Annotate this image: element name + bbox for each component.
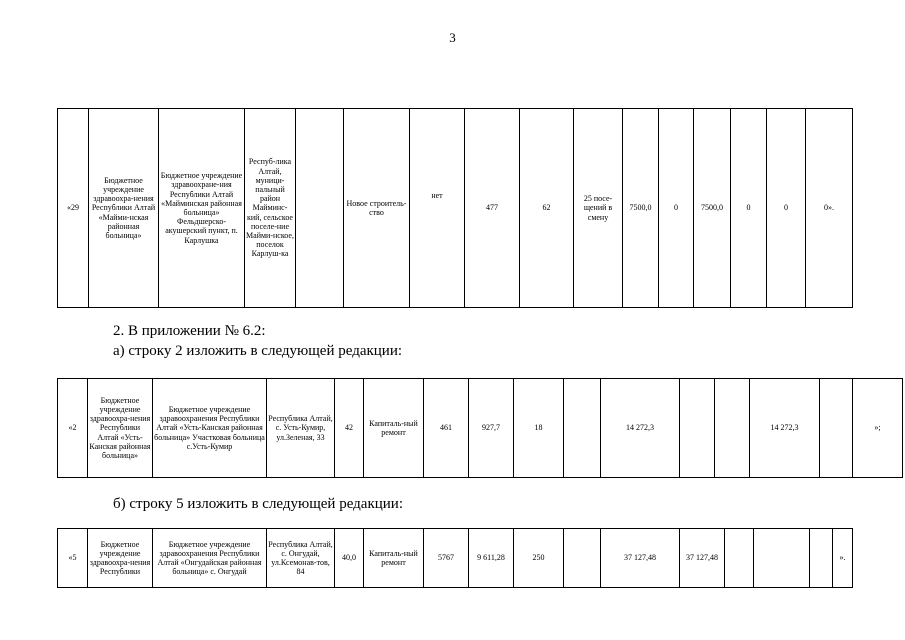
table-row (58, 529, 853, 588)
table-cell: Республика Алтай, с. Онгудай, ул.Ксемонав-тов, 84 (267, 529, 335, 588)
table-cell: Бюджетное учреждение здравоохра-нения Республики Алтай «Майми-нская районная больница» (89, 109, 159, 308)
table-cell (680, 379, 715, 478)
table-cell: 7500,0 (694, 109, 731, 308)
table-cell: ». (833, 529, 853, 588)
table-cell: Капиталь-ный ремонт (364, 379, 424, 478)
table-cell: 62 (520, 109, 574, 308)
table-cell (715, 379, 750, 478)
table-cell: нет (410, 109, 465, 308)
table-cell: «5 (58, 529, 88, 588)
table-cell: Новое строитель-ство (344, 109, 410, 308)
table-cell: 5767 (424, 529, 469, 588)
table-cell: Бюджетное учреждение здравоохранения Республики Алтай «Усть-Канская районная больница» Участковая больница с.Усть-Кумир (153, 379, 267, 478)
table-cell: Бюджетное учреждение здравоохра-нения Республики (88, 529, 153, 588)
item-a-text: а) строку 2 изложить в следующей редакции: (113, 343, 403, 359)
item-b-text: б) строку 5 изложить в следующей редакции: (113, 496, 403, 512)
table-appendix-row-29 (57, 108, 853, 308)
table-cell: 0 (767, 109, 806, 308)
table-cell: 7500,0 (623, 109, 659, 308)
table-cell (810, 529, 833, 588)
table-cell (296, 109, 344, 308)
table-cell: 9 611,28 (469, 529, 514, 588)
table-cell: Бюджетное учреждение здравоохранения Республики Алтай «Онгудайская районная больница» с. Онгудай (153, 529, 267, 588)
table-cell: Бюджетное учреждение здравоохра-нения Республики Алтай «Усть-Канская районная больница» (88, 379, 153, 478)
table-row (58, 379, 903, 478)
table-cell: Капиталь-ный ремонт (364, 529, 424, 588)
table-cell: 461 (424, 379, 469, 478)
table-cell (754, 529, 810, 588)
table-cell: 37 127,48 (601, 529, 680, 588)
table-appendix-row-2 (57, 378, 903, 478)
table-cell: 477 (465, 109, 520, 308)
table-cell: 42 (335, 379, 364, 478)
page-number: 3 (449, 30, 456, 45)
table-cell: «29 (58, 109, 89, 308)
table-cell: »; (853, 379, 903, 478)
section-heading: 2. В приложении № 6.2: (113, 323, 266, 339)
table-cell: 25 посе-щений в смену (574, 109, 623, 308)
table-cell: 0 (731, 109, 767, 308)
table-cell: 14 272,3 (601, 379, 680, 478)
table-cell (564, 379, 601, 478)
table-appendix-row-5 (57, 528, 853, 588)
table-cell: 250 (514, 529, 564, 588)
table-row (58, 109, 853, 308)
table-cell: 0 (659, 109, 694, 308)
table-cell (564, 529, 601, 588)
table-cell: 0». (806, 109, 853, 308)
table-cell: «2 (58, 379, 88, 478)
table-cell: 18 (514, 379, 564, 478)
table-cell: Республика Алтай, с. Усть-Кумир, ул.Зеленая, 33 (267, 379, 335, 478)
table-cell (820, 379, 853, 478)
table-cell: Респуб-лика Алтай, муници-пальный район Майминс-кий, сельское поселе-ние Майми-нское, поселок Карлуш-ка (245, 109, 296, 308)
table-cell: 927,7 (469, 379, 514, 478)
table-cell: 40,0 (335, 529, 364, 588)
table-cell (725, 529, 754, 588)
table-cell: Бюджетное учреждение здравоохране-ния Республики Алтай «Майминская районная больница» Фельдшерско-акушерский пункт, п. Карлушка (159, 109, 245, 308)
table-cell: 37 127,48 (680, 529, 725, 588)
table-cell: 14 272,3 (750, 379, 820, 478)
